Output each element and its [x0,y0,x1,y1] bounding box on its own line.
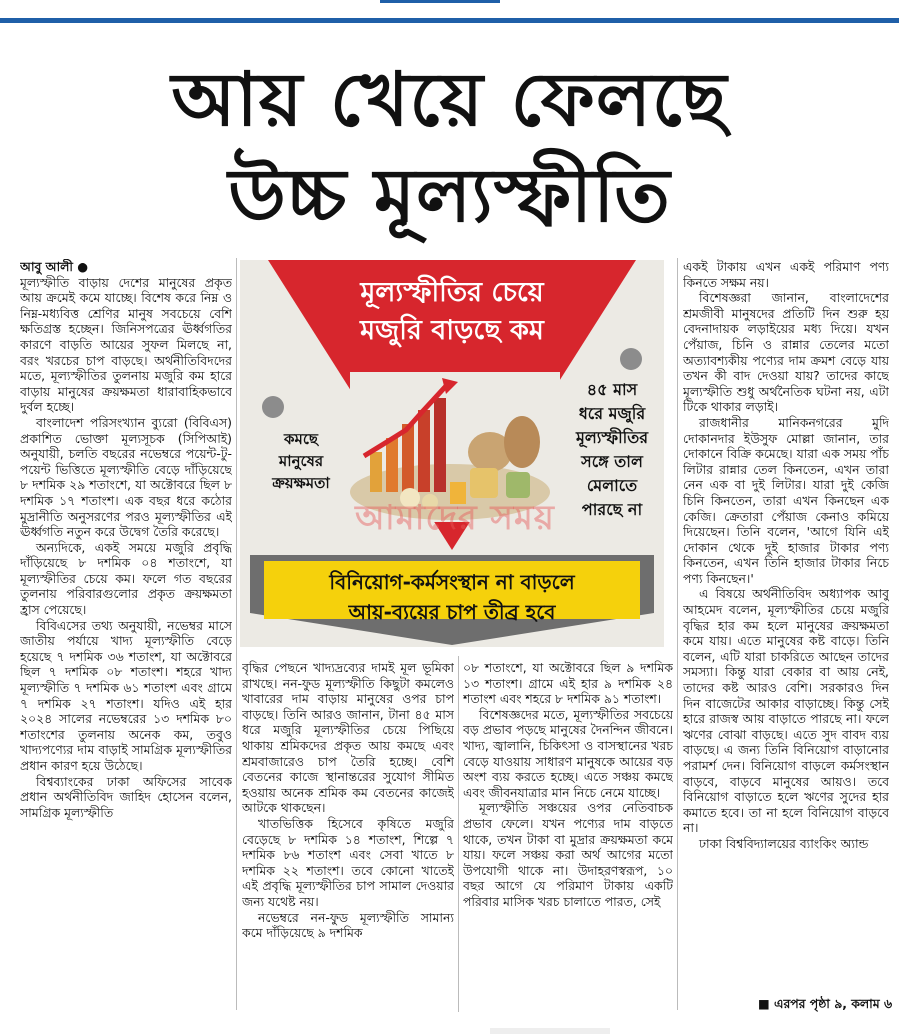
column-divider [677,258,678,1010]
banner-text-2: আয়-ব্যয়ের চাপ তীব্র হবে [348,600,556,624]
paragraph: মূল্যস্ফীতি বাড়ায় দেশের মানুষের প্রকৃত আয় ক্রমেই কমে যাচ্ছে। বিশেষ করে নিম্ন ও নিম্ন-মধ্যবিত্ত শ্রেণির মানুষ সবচেয়ে বেশি ক্ষতিগ্রস্ত হচ্ছেন। জিনিসপত্রের ঊর্ধ্বগতির কারণে বাড়তি আয়ের সুফল মিলছে না, বরং খরচের চাপ বাড়ছে। অর্থনীতিবিদদের মতে, মূল্যস্ফীতির তুলনায় মজুরি কম হারে বাড়ায় মানুষের ক্রয়ক্ষমতা ধারাবাহিকভাবে দুর্বল হচ্ছে। [20,274,232,415]
paragraph: মূল্যস্ফীতি সঞ্চয়ের ওপর নেতিবাচক প্রভাব ফেলে। যখন পণ্যের দাম বাড়তে থাকে, তখন টাকা বা মুদ্রার ক্রয়ক্ষমতা কমে যায়। ফলে সঞ্চয় করা অর্থ আগের মতো উপযোগী থাকে না। উদাহরণস্বরূপ, ১০ বছর আগে যে পরিমাণ টাকায় একটি পরিবার মাসিক খরচ চালাতে পারত, সেই [463,800,673,909]
continuation-text: ■ এরপর পৃষ্ঠা ৯, কলাম ৬ [758,996,892,1011]
top-edge-mark [380,0,500,3]
infographic-headline-2: মজুরি বাড়ছে কম [360,315,544,346]
infographic [240,260,664,647]
paragraph: বৃদ্ধির পেছনে খাদ্যদ্রব্যের দামই মূল ভূমিকা রাখছে। নন-ফুড মূল্যস্ফীতি কিছুটা কমলেও খাবারের দাম বাড়ায় মানুষের ওপর চাপ বাড়ছে। তিনি আরও জানান, টানা ৪৫ মাস ধরে মজুরি মূল্যস্ফীতির চেয়ে পিছিয়ে থাকায় শ্রমিকদের প্রকৃত আয় কমছে এবং শ্রমবাজারেও চাপ তৈরি হচ্ছে। বেশি বেতনের কাজে স্থানান্তরের সুযোগ সীমিত হওয়ায় অনেক শ্রমিক কম বেতনের কাজেই আটকে থাকছেন। [242,660,454,816]
paragraph: রাজধানীর মানিকনগরের মুদি দোকানদার ইউসুফ মোল্লা জানান, তার দোকানে বিক্রি কমেছে। যারা এক সময় পাঁচ লিটার রান্নার তেল কিনতেন, এখন তারা নেন এক বা দুই লিটার। যারা দুই কেজি চিনি কিনতেন, তারা এখন কিনছেন এক কেজি। ক্রেতারা পেঁয়াজ কেনাও কমিয়ে দিয়েছেন। তিনি বলেন, 'আগে যিনি এই দোকান থেকে দুই হাজার টাকার পণ্য কিনতেন, এখন তিনি হাজার টাকার নিচে পণ্য কিনছেন।' [683,414,889,586]
bullet-dot-left [262,396,284,418]
paragraph: একই টাকায় এখন একই পরিমাণ পণ্য কিনতে সক্ষম নয়। [683,259,889,290]
right-text-4: সঙ্গে তাল [581,452,643,471]
paragraph: অন্যদিকে, একই সময়ে মজুরি প্রবৃদ্ধি দাঁড়িয়েছে ৮ দশমিক ০৪ শতাংশে, যা মূল্যস্ফীতির চেয়ে কম। ফলে গত বছরের তুলনায় পরিবারগুলোর প্রকৃত ক্রয়ক্ষমতা হ্রাস পেয়েছে। [20,539,232,618]
paragraph: বিবিএসের তথ্য অনুযায়ী, নভেম্বর মাসে জাতীয় পর্যায়ে খাদ্য মূল্যস্ফীতি বেড়ে হয়েছে ৭ দশমিক ৩৬ শতাংশ, যা অক্টোবরে ছিল ৭ দশমিক ০৮ শতাংশ। শহরে খাদ্য মূল্যস্ফীতি ৭ দশমিক ৬১ শতাংশ এবং গ্রামে ৭ দশমিক ২৭ শতাংশ। যদিও এই হার ২০২৪ সালের নভেম্বরের ১৩ দশমিক ৮০ শতাংশের তুলনায় অনেক কম, তবুও খাদ্যপণ্যের দাম বাড়াই সামগ্রিক মূল্যস্ফীতির প্রধান কারণ হয়ে উঠেছে। [20,617,232,773]
right-text-1: ৪৫ মাস [586,380,638,399]
infographic-headline-1: মূল্যস্ফীতির চেয়ে [360,277,544,308]
paragraph: বিশেষজ্ঞরা জানান, বাংলাদেশের শ্রমজীবী মানুষদের প্রতিটি দিন শুরু হয় বেদনাদায়ক লড়াইয়ের মধ্য দিয়ে। যখন পেঁয়াজ, চিনি ও রান্নার তেলের মতো অত্যাবশ্যকীয় পণ্যের দাম ক্রমশ বেড়ে যায় তখন কী বাদ দেওয়া যায়? তাদের কাছে মূল্যস্ফীতি শুধু অর্থনৈতিক ঘটনা নয়, এটা টিকে থাকার লড়াই। [683,290,889,415]
column-3 [463,660,673,1012]
paragraph: এ বিষয়ে অর্থনীতিবিদ অধ্যাপক আবু আহমেদ বলেন, মূল্যস্ফীতির চেয়ে মজুরি বৃদ্ধির হার কম হলে মানুষের ক্রয়ক্ষমতা কমে যায়। এতে মানুষের কষ্ট বাড়ে। তিনি বলেন, এটি যারা চাকরিতে আছেন তাদের সমস্যা। কিন্তু যারা বেকার বা আয় নেই, তাদের কষ্ট আরও বেশি। সরকারও দিন দিন বাজেটের আকার বাড়াচ্ছে। কিন্তু সেই হারে রাজস্ব আয় বাড়াতে পারছে না। ফলে ঋণের বোঝা বাড়ছে। এতে সুদ বাবদ ব্যয় বাড়ছে। এ জন্য তিনি বিনিয়োগ বাড়ানোর পরামর্শ দেন। বিনিয়োগ বাড়লে কর্মসংস্থান বাড়বে, বাড়বে মানুষের আয়ও। তবে বিনিয়োগ বাড়াতে হলে ঋণের সুদের হার কমাতে হবে। তা না হলে বিনিয়োগ বাড়বে না। [683,586,889,836]
banner-text-1: বিনিয়োগ-কর্মসংস্থান না বাড়লে [329,570,575,594]
column-1 [20,259,232,1011]
bullet-dot-right [620,348,642,370]
continuation-note [752,996,892,1012]
top-rule [0,18,899,23]
paragraph: বাংলাদেশ পরিসংখ্যান ব্যুরো (বিবিএস) প্রকাশিত ভোক্তা মূল্যসূচক (সিপিআই) অনুযায়ী, চলতি বছরের নভেম্বরে পয়েন্ট-টু-পয়েন্ট ভিত্তিতে মূল্যস্ফীতি বেড়ে দাঁড়িয়েছে ৮ দশমিক ২৯ শতাংশে, যা অক্টোবরে ছিল ৮ দশমিক ১৭ শতাংশ। এক বছর ধরে কঠোর মুদ্রানীতি অনুসরণের পরও মূল্যস্ফীতির এই ঊর্ধ্বগতি নতুন করে উদ্বেগ তৈরি করেছে। [20,414,232,540]
left-text-1: কমছে [284,430,318,448]
column-divider [236,258,237,1010]
headline [0,52,899,244]
paragraph: বিশেষজ্ঞদের মতে, মূল্যস্ফীতির সবচেয়ে বড় প্রভাব পড়ছে মানুষের দৈনন্দিন জীবনে। খাদ্য, জ্বালানি, চিকিৎসা ও বাসস্থানের খরচ বেড়ে যাওয়ায় সাধারণ মানুষকে আয়ের বড় অংশ ব্যয় করতে হচ্ছে। এতে সঞ্চয় কমছে এবং জীবনযাত্রার মান নিচে নেমে যাচ্ছে। [463,706,673,800]
infographic-left-text [246,428,356,494]
byline: আবু আলী ● [20,259,89,274]
right-text-5: মেলাতে [586,476,638,495]
right-text-3: মূল্যস্ফীতির [575,428,649,447]
headline-line-1: আয় খেয়ে ফেলছে [171,57,728,143]
paragraph: ঢাকা বিশ্ববিদ্যালয়ের ব্যাংকিং অ্যান্ড [699,835,869,851]
right-text-6: পারছে না [581,500,643,519]
watermark-logo: আমাদের সময় [355,498,555,538]
paragraph: বিশ্বব্যাংকের ঢাকা অফিসের সাবেক প্রধান অর্থনীতিবিদ জাহিদ হোসেন বলেন, সামগ্রিক মূল্যস্ফীতি [20,773,232,820]
infographic-headline [310,274,594,350]
paragraph: ০৮ শতাংশে, যা অক্টোবরে ছিল ৯ দশমিক ১৩ শতাংশ। গ্রামে এই হার ৯ দশমিক ২৪ শতাংশ এবং শহরে ৮ দশমিক ৯১ শতাংশ। [463,660,673,707]
paragraph: নভেম্বরে নন-ফুড মূল্যস্ফীতি সামান্য কমে দাঁড়িয়েছে ৯ দশমিক [242,909,454,941]
headline-line-2: উচ্চ মূল্যস্ফীতি [228,153,671,239]
column-4 [683,259,889,996]
left-text-2: মানুষের [278,452,324,470]
infographic-banner-text [240,567,664,627]
paragraph: খাতভিত্তিক হিসেবে কৃষিতে মজুরি বেড়েছে ৮ দশমিক ১৪ শতাংশ, শিল্পে ৭ দশমিক ৮৬ শতাংশ এবং সেবা খাতে ৮ দশমিক ২২ শতাংশ। তবে কোনো খাতেই এই প্রবৃদ্ধি মূল্যস্ফীতির চাপ সামাল দেওয়ার জন্য যথেষ্ট নয়। [242,815,454,909]
bottom-edge-mark [490,1028,610,1034]
left-text-3: ক্রয়ক্ষমতা [272,474,330,492]
column-divider [458,656,459,1012]
right-text-2: ধরে মজুরি [578,404,646,423]
column-2 [242,660,454,1012]
